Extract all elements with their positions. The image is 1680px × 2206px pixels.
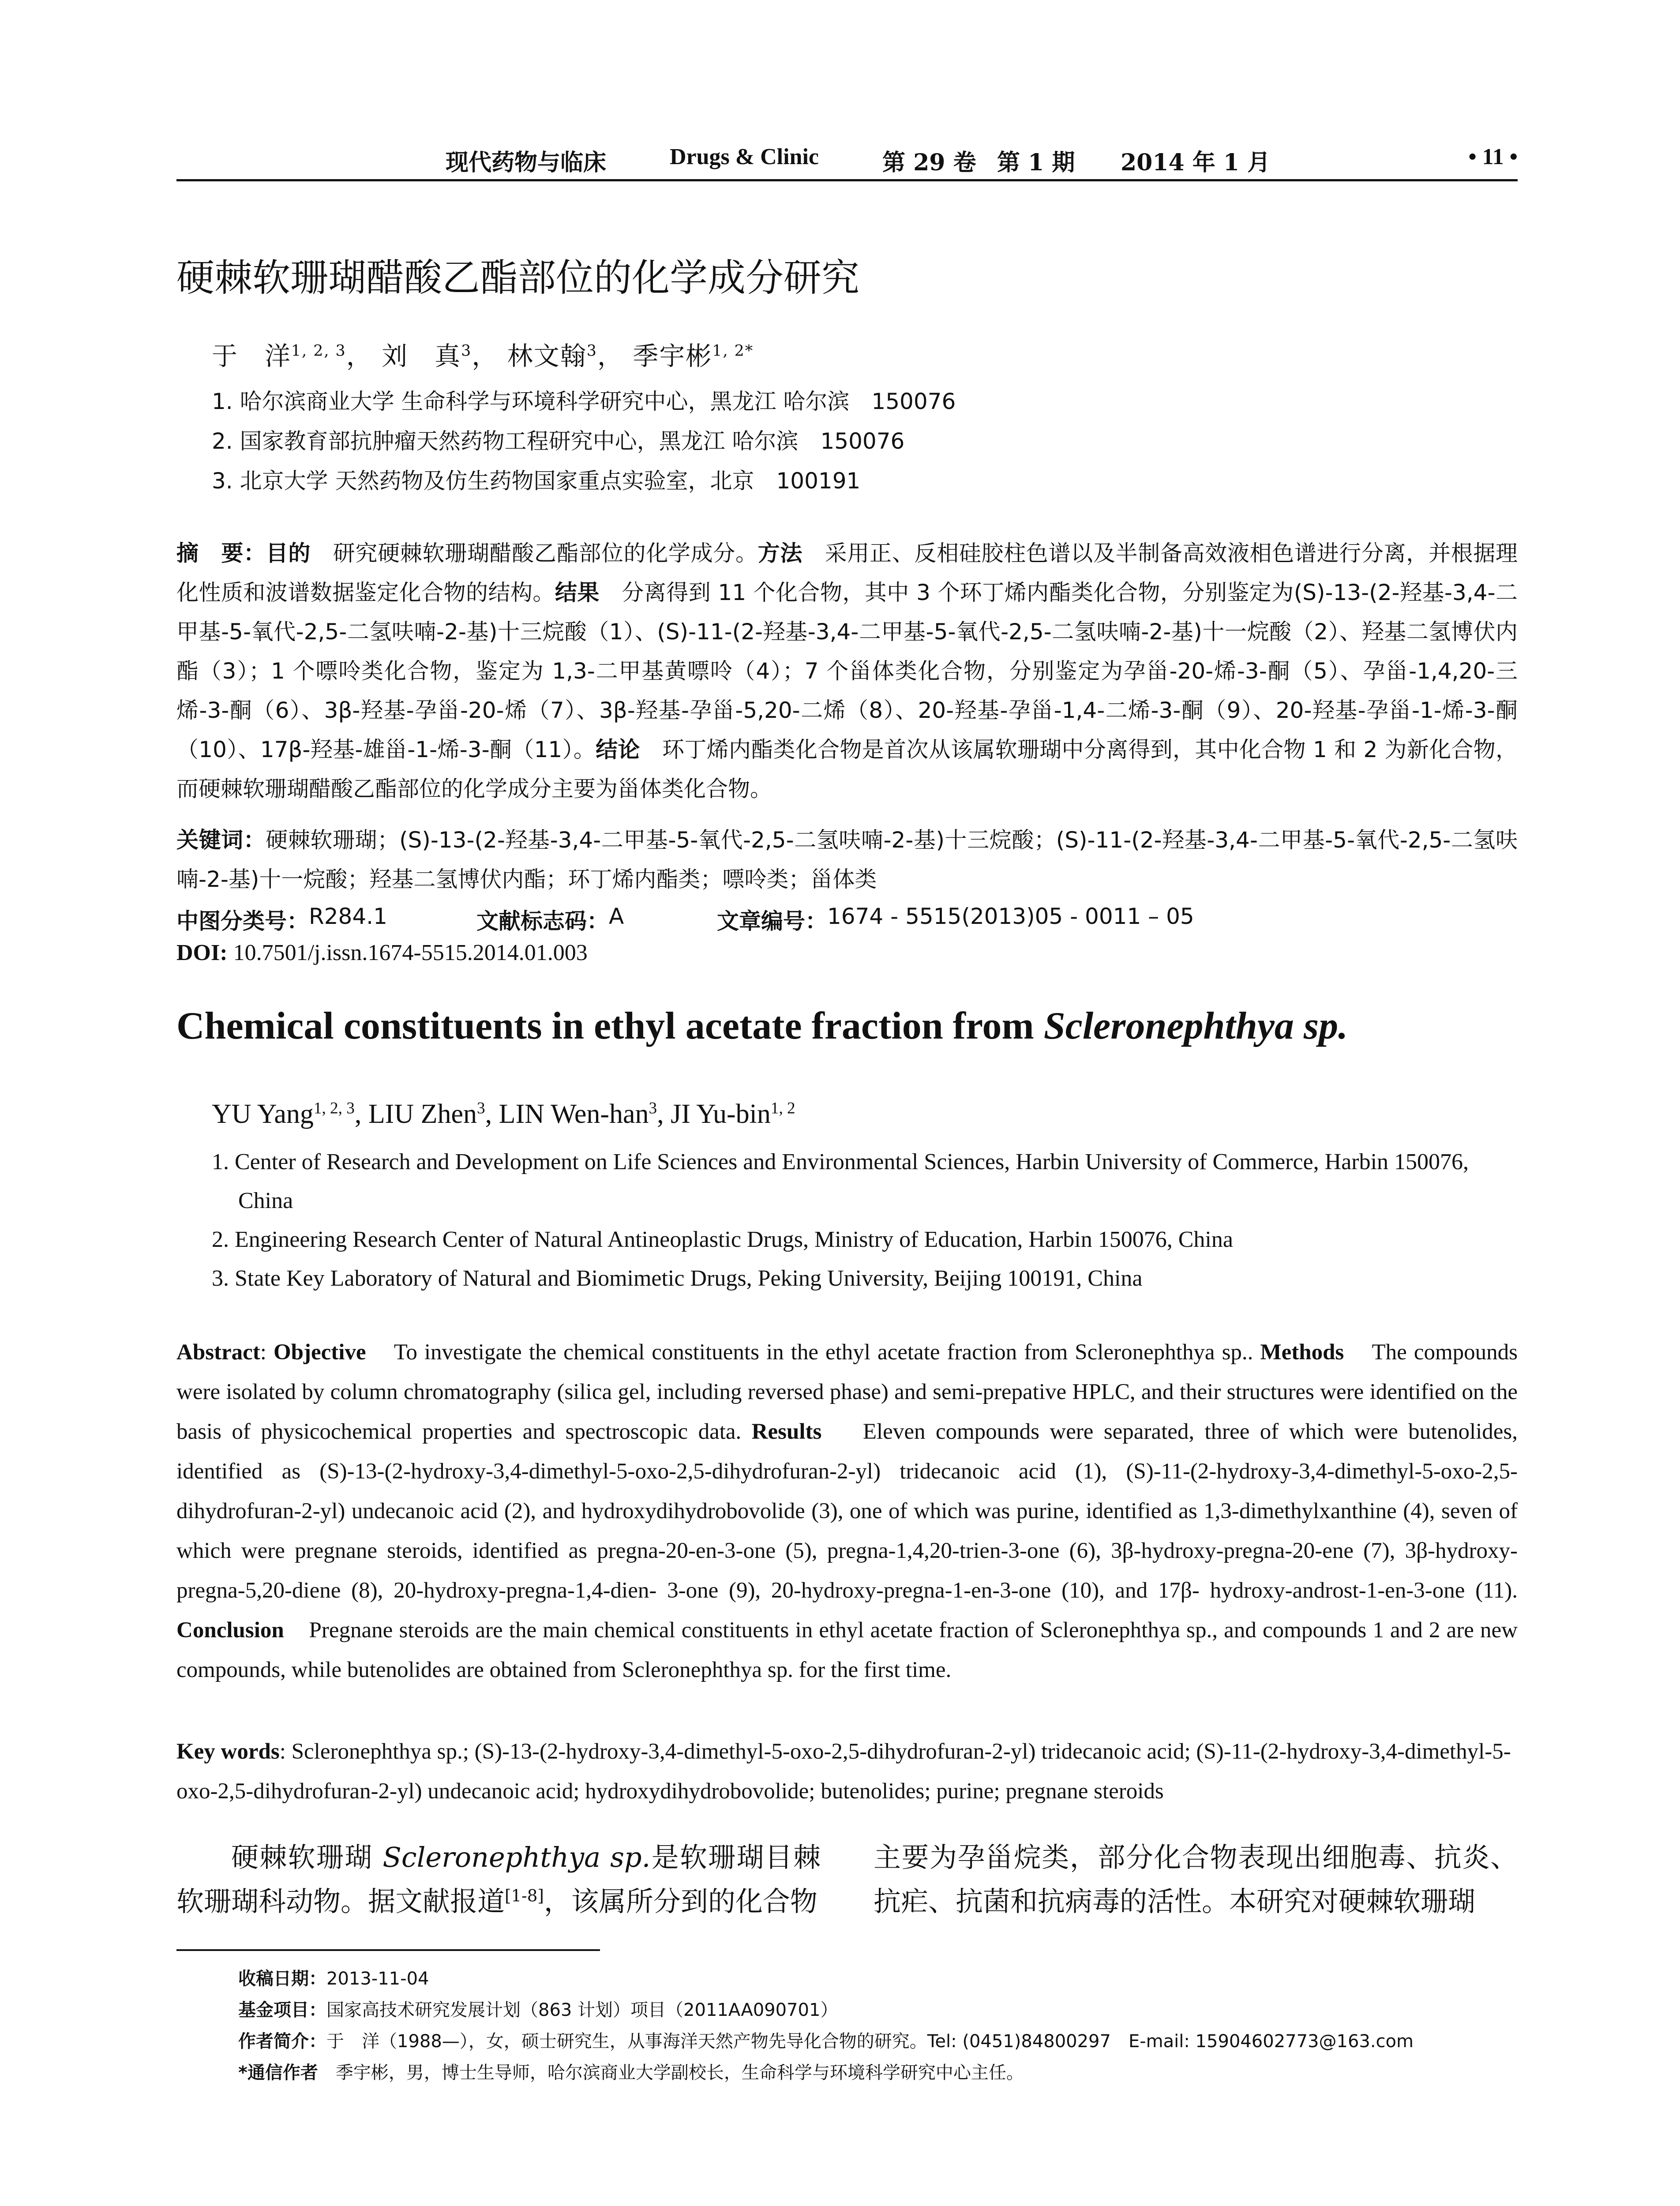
affiliation-en: 2. Engineering Research Center of Natural Antineoplastic Drugs, Ministry of Education, Harbin 150076, China (212, 1227, 1233, 1252)
abstract-cn (176, 534, 1518, 809)
author-affil-sup: 3 (649, 1099, 657, 1118)
clc-label: 中图分类号： (176, 908, 309, 934)
results-en-label: Results (751, 1419, 822, 1444)
affiliations-cn (212, 384, 956, 503)
affiliation-en: 3. State Key Laboratory of Natural and Biomimetic Drugs, Peking University, Beijing 100191, China (212, 1266, 1143, 1291)
title-cn: 硬棘软珊瑚醋酸乙酯部位的化学成分研究 (176, 256, 859, 300)
doi-value: 10.7501/j.issn.1674-5515.2014.01.003 (233, 940, 588, 965)
methods-label: 方法 (758, 540, 802, 566)
keywords-en-text: Scleronephthya sp.; (S)-13-(2-hydroxy-3,4-dimethyl-5-oxo-2,5-dihydrofuran-2-yl) tridecanoic acid; (S)-11-(2-hydroxy-3,4-dimethyl-5-oxo-2,5-dihydrofuran-2-yl) undecanoic acid; hydroxydihydrobovolide; butenolides; purine; pregnane steroids (176, 1739, 1511, 1804)
body-text: 主要为孕甾烷类，部分化合物表现出细胞毒、抗炎、抗疟、抗菌和抗病毒的活性。本研究对硬棘软珊瑚 (874, 1841, 1518, 1917)
objective-en-label: Objective (273, 1340, 366, 1365)
fund-label: 基金项目： (238, 2000, 326, 2020)
body-species: Scleronephthya sp. (382, 1841, 651, 1873)
abstract-en: Abstract: Objective To investigate the chemical constituents in the ethyl acetate fraction from Scleronephthya sp.. Methods The compounds were isolated by column chromatography (silica gel, including reversed phase) and semi-prepative HPLC, and their structures were identified on the basis of physicochemical properties and spectroscopic data. Results Eleven compounds were separated, three of which were butenolides, identified as (S)-13-(2-hydroxy-3,4-dimethyl-5-oxo-2,5-dihydrofuran-2-yl) tridecanoic acid (1), (S)-11-(2-hydroxy-3,4-dimethyl-5-oxo-2,5-dihydrofuran-2-yl) undecanoic acid (2), and hydroxydihydrobovolide (3), one of which was purine, identified as 1,3-dimethylxanthine (4), seven of which were pregnane steroids, identified as pregna-20-en-3-one (5), pregna-1,4,20-trien-3-one (6), 3β-hydroxy-pregna-20-ene (7), 3β-hydroxy-pregna-5,20-diene (8), 20-hydroxy-pregna-1,4-dien- 3-one (9), 20-hydroxy-pregna-1-en-3-one (10), and 17β- hydroxy-androst-1-en-3-one (11). Conclusion Pregnane steroids are the main chemical constituents in ethyl acetate fraction of Scleronephthya sp., and compounds 1 and 2 are new compounds, while butenolides are obtained from Scleronephthya sp. for the first time. (176, 1340, 1518, 1682)
issue-date: 2014 年 1 月 (1121, 149, 1271, 176)
footnote-author (238, 2026, 1518, 2057)
footnote-corresponding (238, 2057, 1518, 2089)
fund-text: 国家高技术研究发展计划（863 计划）项目（2011AA090701） (326, 2000, 838, 2020)
author-en: YU Yang (212, 1099, 314, 1129)
article-no-value: 1674 - 5515(2013)05 - 0011 – 05 (827, 904, 1194, 929)
abstract-label: 摘 要： (176, 540, 266, 566)
author-separator: , (354, 1099, 368, 1129)
footnote-fund (238, 1995, 1518, 2026)
conclusion-en-text: Pregnane steroids are the main chemical constituents in ethyl acetate fraction of Scleronephthya sp., and compounds 1 and 2 are new compounds, while butenolides are obtained from Scleronephthya sp. for the first time. (176, 1618, 1518, 1682)
body-text: ，该属所分到的化合物 (544, 1885, 818, 1917)
keywords-en: Key words: Scleronephthya sp.; (S)-13-(2-hydroxy-3,4-dimethyl-5-oxo-2,5-dihydrofuran-2-yl) tridecanoic acid; (S)-11-(2-hydroxy-3,4-dimethyl-5-oxo-2,5-dihydrofuran-2-yl) undecanoic acid; hydroxydihydrobovolide; butenolides; purine; pregnane steroids (176, 1739, 1511, 1804)
methods-text: 采用正、反相硅胶柱色谱以及半制备高效液相色谱进行分离，并根据理化性质和波谱数据鉴定化合物的结构。 (176, 540, 1518, 605)
doi (176, 940, 588, 966)
author-separator: ， (472, 341, 499, 371)
author-bio-text: 于 洋（1988—），女，硕士研究生，从事海洋天然产物先导化合物的研究。Tel: (0451)84800297 E-mail: 15904602773@163.com (326, 2031, 1414, 2052)
author-affil-sup: 1, 2, 3 (291, 342, 346, 360)
author-separator: ， (597, 341, 624, 371)
author-separator: , (657, 1099, 671, 1129)
received-date: 2013-11-04 (326, 1969, 429, 1989)
keywords-text: 硬棘软珊瑚；(S)-13-(2-羟基-3,4-二甲基-5-氧代-2,5-二氢呋喃-2-基)十三烷酸；(S)-11-(2-羟基-3,4-二甲基-5-氧代-2,5-二氢呋喃-2-基)十一烷酸；羟基二氢博伏内酯；环丁烯内酯类；嘌呤类；甾体类 (176, 827, 1518, 892)
body-text: 是软珊瑚目棘软珊瑚科动物。据文献报道 (176, 1841, 821, 1917)
title-en-main: Chemical constituents in ethyl acetate fraction from (176, 1005, 1044, 1047)
journal-name-en: Drugs & Clinic (670, 144, 819, 169)
author-affil-sup: 3 (477, 1099, 485, 1118)
conclusion-text: 环丁烯内酯类化合物是首次从该属软珊瑚中分离得到，其中化合物 1 和 2 为新化合物，而硬棘软珊瑚醋酸乙酯部位的化学成分主要为甾体类化合物。 (176, 737, 1518, 802)
clc-value: R284.1 (309, 904, 387, 929)
title-en (176, 1004, 1348, 1048)
results-en-text: Eleven compounds were separated, three of which were butenolides, identified as (S)-13-(2-hydroxy-3,4-dimethyl-5-oxo-2,5-dihydrofuran-2-yl) tridecanoic acid (1), (S)-11-(2-hydroxy-3,4-dimethyl-5-oxo-2,5-dihydrofuran-2-yl) undecanoic acid (2), and hydroxydihydrobovolide (3), one of which was purine, identified as 1,3-dimethylxanthine (4), seven of which were pregnane steroids, identified as pregna-20-en-3-one (5), pregna-1,4,20-trien-3-one (6), 3β-hydroxy-pregna-20-ene (7), 3β-hydroxy-pregna-5,20-diene (8), 20-hydroxy-pregna-1,4-dien- 3-one (9), 20-hydroxy-pregna-1-en-3-one (10), and 17β- hydroxy-androst-1-en-3-one (11). (176, 1419, 1518, 1603)
footnote-rule (176, 1949, 600, 1951)
author-en: LIN Wen-han (499, 1099, 649, 1129)
affiliation-cn: 2. 国家教育部抗肿瘤天然药物工程研究中心，黑龙江 哈尔滨 150076 (212, 428, 905, 454)
running-header (176, 144, 1518, 181)
objective-label: 目的 (266, 540, 311, 566)
author-cn: 季宇彬 (633, 341, 712, 371)
objective-text: 研究硬棘软珊瑚醋酸乙酯部位的化学成分。 (311, 540, 758, 566)
author-cn: 林文翰 (507, 341, 587, 371)
author-affil-sup: 1, 2, 3 (313, 1099, 355, 1118)
body-column-left (176, 1835, 821, 1924)
body-column-right (874, 1835, 1518, 1924)
keywords-en-label: Key words (176, 1739, 280, 1764)
page-number: • 11 • (1468, 144, 1518, 169)
corresponding-text: 季宇彬，男，博士生导师，哈尔滨商业大学副校长，生命科学与环境科学研究中心主任。 (318, 2063, 1024, 2083)
author-affil-sup: 3 (586, 342, 597, 360)
author-affil-sup: 1, 2* (712, 342, 754, 360)
classification-line (176, 904, 1518, 939)
received-label: 收稿日期： (238, 1969, 326, 1989)
title-en-species: Scleronephthya sp. (1043, 1005, 1348, 1047)
affiliations-en (212, 1143, 1518, 1298)
footnote-received (238, 1963, 1518, 1995)
citation-ref: [1-8] (505, 1886, 544, 1906)
results-label: 结果 (555, 580, 600, 605)
objective-en-text: To investigate the chemical constituents in the ethyl acetate fraction from Scleronephthya sp.. (394, 1340, 1253, 1365)
journal-name-cn: 现代药物与临床 (446, 149, 607, 176)
affiliation-cn: 3. 北京大学 天然药物及仿生药物国家重点实验室，北京 100191 (212, 468, 861, 494)
author-bio-label: 作者简介： (238, 2031, 326, 2052)
author-en: JI Yu-bin (671, 1099, 771, 1129)
conclusion-en-label: Conclusion (176, 1618, 284, 1643)
author-cn: 刘 真 (382, 341, 461, 371)
abstract-en-label: Abstract (176, 1340, 260, 1365)
affiliation-cn: 1. 哈尔滨商业大学 生命科学与环境科学研究中心，黑龙江 哈尔滨 150076 (212, 389, 956, 414)
conclusion-label: 结论 (596, 737, 640, 762)
doc-code-label: 文献标志码： (476, 908, 609, 934)
authors-cn (212, 335, 754, 372)
corresponding-label: *通信作者 (238, 2063, 318, 2083)
authors-en (212, 1099, 795, 1130)
footnotes (238, 1963, 1518, 2089)
body-text: 硬棘软珊瑚 (231, 1841, 383, 1873)
results-text: 分离得到 11 个化合物，其中 3 个环丁烯内酯类化合物，分别鉴定为(S)-13-(2-羟基-3,4-二甲基-5-氧代-2,5-二氢呋喃-2-基)十三烷酸（1）、(S)-11-(2-羟基-3,4-二甲基-5-氧代-2,5-二氢呋喃-2-基)十一烷酸（2）、羟基二氢博伏内酯（3）；1 个嘌呤类化合物，鉴定为 1,3-二甲基黄嘌呤（4）；7 个甾体类化合物，分别鉴定为孕甾-20-烯-3-酮（5）、孕甾-1,4,20-三烯-3-酮（6）、3β-羟基-孕甾-20-烯（7）、3β-羟基-孕甾-5,20-二烯（8）、20-羟基-孕甾-1,4-二烯-3-酮（9）、20-羟基-孕甾-1-烯-3-酮（10）、17β-羟基-雄甾-1-烯-3-酮（11）。 (176, 580, 1518, 762)
doi-label: DOI: (176, 940, 228, 965)
author-affil-sup: 3 (461, 342, 472, 360)
methods-en-text: The compounds were isolated by column chromatography (silica gel, including reversed phase) and semi-prepative HPLC, and their structures were identified on the basis of physicochemical properties and spectroscopic data. (176, 1340, 1518, 1444)
author-affil-sup: 1, 2 (770, 1099, 795, 1118)
doc-code-value: A (609, 904, 624, 929)
keywords-label: 关键词： (176, 827, 266, 853)
author-separator: , (485, 1099, 499, 1129)
issue: 第 1 期 (997, 149, 1075, 176)
author-en: LIU Zhen (368, 1099, 477, 1129)
keywords-cn (176, 821, 1518, 899)
methods-en-label: Methods (1260, 1340, 1344, 1365)
article-no-label: 文章编号： (717, 908, 827, 934)
volume: 第 29 卷 (882, 149, 976, 176)
author-cn: 于 洋 (212, 341, 292, 371)
affiliation-en: 1. Center of Research and Development on Life Sciences and Environmental Sciences, Harbin University of Commerce, Harbin 150076, China (212, 1149, 1469, 1213)
author-separator: ， (346, 341, 373, 371)
